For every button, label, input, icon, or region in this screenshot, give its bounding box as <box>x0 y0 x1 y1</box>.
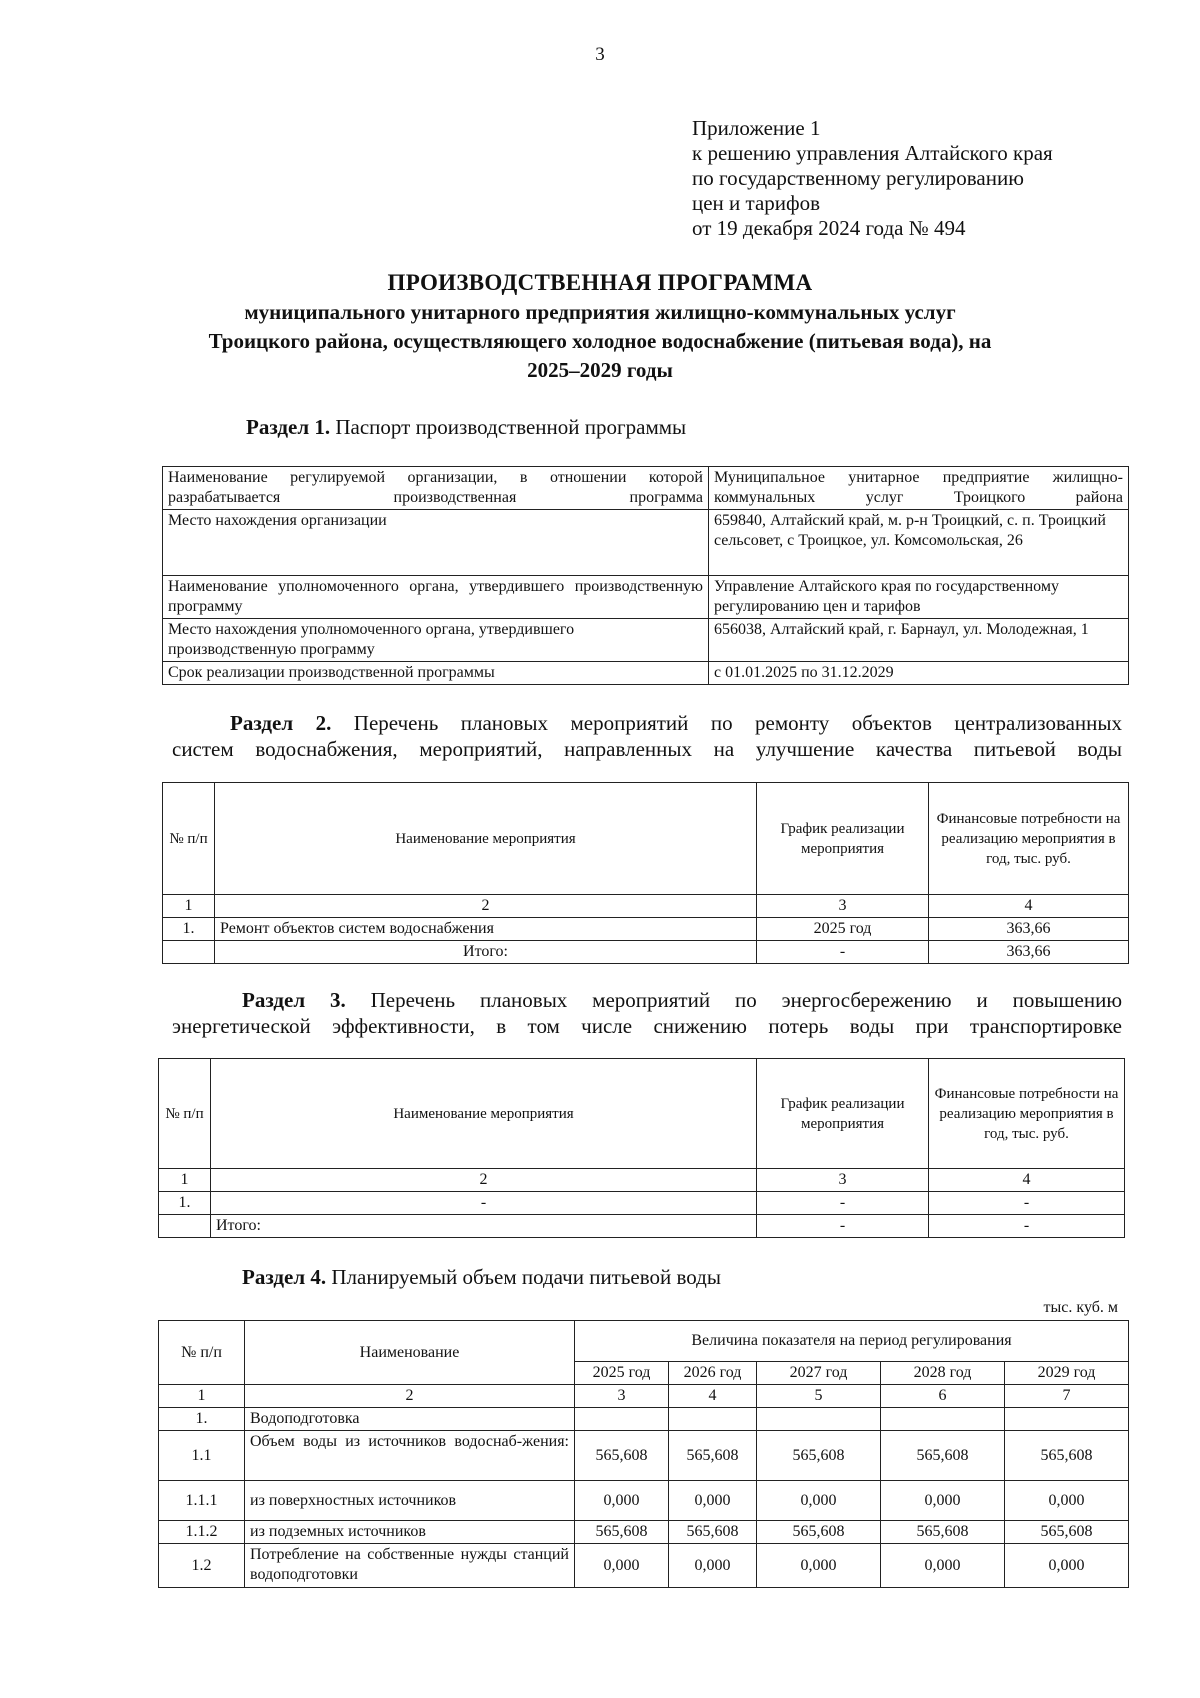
header-name: Наименование мероприятия <box>211 1059 757 1169</box>
passport-name: Место нахождения уполномоченного органа, утвердившего производственную программу <box>163 619 709 662</box>
row-num: 1. <box>159 1408 245 1431</box>
section2-heading <box>172 710 1122 762</box>
row-value: 565,608 <box>575 1431 669 1481</box>
row-name: Водоподготовка <box>245 1408 575 1431</box>
column-number: 4 <box>669 1385 757 1408</box>
section4-label: Раздел 4. <box>242 1265 327 1289</box>
row-value: 0,000 <box>1005 1481 1129 1521</box>
row-value: 0,000 <box>757 1544 881 1588</box>
appendix-block <box>692 116 1053 241</box>
section4-title: Планируемый объем подачи питьевой воды <box>331 1265 721 1289</box>
page-number: 3 <box>595 44 605 65</box>
table-row <box>163 619 1129 662</box>
unit-note: тыс. куб. м <box>1043 1299 1118 1316</box>
passport-value: Управление Алтайского края по государственному регулированию цен и тарифов <box>709 576 1129 619</box>
column-number: 3 <box>757 895 929 918</box>
total-schedule: - <box>757 1215 929 1238</box>
column-number: 2 <box>215 895 757 918</box>
header-year: 2027 год <box>757 1362 881 1385</box>
table-row <box>159 1192 1125 1215</box>
header-name: Наименование <box>245 1321 575 1385</box>
table-row <box>163 918 1129 941</box>
row-schedule: - <box>757 1192 929 1215</box>
row-value: 565,608 <box>1005 1521 1129 1544</box>
header-year: 2029 год <box>1005 1362 1129 1385</box>
section3-heading <box>172 987 1122 1039</box>
column-number: 1 <box>159 1385 245 1408</box>
section3-title-line2: энергетической эффективности, в том числе снижению потерь воды при транспортировке <box>172 1014 1122 1038</box>
table-row <box>159 1544 1129 1588</box>
header-amount: Финансовые потребности на реализацию мероприятия в год, тыс. руб. <box>929 1059 1125 1169</box>
section2-label: Раздел 2. <box>230 711 332 735</box>
column-number: 6 <box>881 1385 1005 1408</box>
header-period: Величина показателя на период регулирования <box>575 1321 1129 1362</box>
row-value: 0,000 <box>881 1481 1005 1521</box>
row-value <box>669 1408 757 1431</box>
section2-title-line1: Перечень плановых мероприятий по ремонту объектов централизованных <box>353 711 1122 735</box>
passport-value: 659840, Алтайский край, м. р-н Троицкий, с. п. Троицкий сельсовет, с Троицкое, ул. Комсомольская, 26 <box>709 510 1129 576</box>
header-year: 2025 год <box>575 1362 669 1385</box>
header-name: Наименование мероприятия <box>215 783 757 895</box>
row-value: 565,608 <box>669 1521 757 1544</box>
row-value <box>575 1408 669 1431</box>
row-name: из поверхностных источников <box>245 1481 575 1521</box>
section3-table <box>158 1058 1125 1238</box>
table-row <box>163 662 1129 685</box>
row-value: 565,608 <box>575 1521 669 1544</box>
column-number: 1 <box>159 1169 211 1192</box>
row-num: 1. <box>159 1192 211 1215</box>
row-amount: 363,66 <box>929 918 1129 941</box>
total-label: Итого: <box>215 941 757 964</box>
table-row <box>159 1408 1129 1431</box>
title-main: ПРОИЗВОДСТВЕННАЯ ПРОГРАММА <box>387 270 813 295</box>
table-row <box>159 1481 1129 1521</box>
table-numbers-row <box>159 1385 1129 1408</box>
table-row <box>163 576 1129 619</box>
table-row <box>159 1521 1129 1544</box>
table-total-row <box>159 1215 1125 1238</box>
row-value: 565,608 <box>881 1521 1005 1544</box>
empty-cell <box>163 941 215 964</box>
row-value: 0,000 <box>669 1481 757 1521</box>
row-name: Потребление на собственные нужды станций водоподготовки <box>245 1544 575 1588</box>
row-num: 1.1 <box>159 1431 245 1481</box>
section1-title: Паспорт производственной программы <box>335 415 687 439</box>
row-name: - <box>211 1192 757 1215</box>
row-num: 1.1.2 <box>159 1521 245 1544</box>
appendix-line: цен и тарифов <box>692 191 821 215</box>
table-header-row <box>159 1321 1129 1362</box>
column-number: 5 <box>757 1385 881 1408</box>
header-num: № п/п <box>163 783 215 895</box>
row-value <box>1005 1408 1129 1431</box>
column-number: 4 <box>929 895 1129 918</box>
row-value: 0,000 <box>575 1544 669 1588</box>
passport-name: Срок реализации производственной программы <box>163 662 709 685</box>
appendix-line: по государственному регулированию <box>692 166 1024 190</box>
passport-value: 656038, Алтайский край, г. Барнаул, ул. Молодежная, 1 <box>709 619 1129 662</box>
section2-heading-line1 <box>172 710 1122 736</box>
row-num: 1.1.1 <box>159 1481 245 1521</box>
table-header-row <box>163 783 1129 895</box>
row-num: 1. <box>163 918 215 941</box>
column-number: 3 <box>757 1169 929 1192</box>
row-value: 565,608 <box>669 1431 757 1481</box>
column-number: 7 <box>1005 1385 1129 1408</box>
passport-name: Наименование регулируемой организации, в отношении которой разрабатывается производственная программа <box>163 467 709 510</box>
table-numbers-row <box>159 1169 1125 1192</box>
column-number: 2 <box>245 1385 575 1408</box>
appendix-line: к решению управления Алтайского края <box>692 141 1053 165</box>
row-name: из подземных источников <box>245 1521 575 1544</box>
total-label: Итого: <box>211 1215 757 1238</box>
document-title <box>120 268 1080 385</box>
section2-title-line2: систем водоснабжения, мероприятий, направленных на улучшение качества питьевой воды <box>172 737 1122 761</box>
passport-name: Наименование уполномоченного органа, утвердившего производственную программу <box>163 576 709 619</box>
passport-table <box>162 466 1129 685</box>
section3-title-line1: Перечень плановых мероприятий по энергосбережению и повышению <box>370 988 1123 1012</box>
total-schedule: - <box>757 941 929 964</box>
column-number: 1 <box>163 895 215 918</box>
table-total-row <box>163 941 1129 964</box>
row-name: Ремонт объектов систем водоснабжения <box>215 918 757 941</box>
table-header-row <box>159 1059 1125 1169</box>
row-value <box>881 1408 1005 1431</box>
column-number: 2 <box>211 1169 757 1192</box>
row-num: 1.2 <box>159 1544 245 1588</box>
row-amount: - <box>929 1192 1125 1215</box>
header-schedule: График реализации мероприятия <box>757 783 929 895</box>
header-schedule: График реализации мероприятия <box>757 1059 929 1169</box>
column-number: 4 <box>929 1169 1125 1192</box>
header-year: 2026 год <box>669 1362 757 1385</box>
section4-table <box>158 1320 1129 1588</box>
table-numbers-row <box>163 895 1129 918</box>
table-row <box>163 510 1129 576</box>
header-year: 2028 год <box>881 1362 1005 1385</box>
table-row <box>163 467 1129 510</box>
row-value: 565,608 <box>757 1431 881 1481</box>
row-value <box>757 1408 881 1431</box>
title-line: муниципального унитарного предприятия жилищно-коммунальных услуг <box>244 300 956 324</box>
passport-value: Муниципальное унитарное предприятие жилищно-коммунальных услуг Троицкого района <box>709 467 1129 510</box>
header-num: № п/п <box>159 1059 211 1169</box>
total-amount: 363,66 <box>929 941 1129 964</box>
appendix-line: Приложение 1 <box>692 116 821 140</box>
title-line: 2025–2029 годы <box>527 358 673 382</box>
row-name: Объем воды из источников водоснаб-жения: <box>245 1431 575 1481</box>
appendix-line: от 19 декабря 2024 года № 494 <box>692 216 966 240</box>
row-value: 565,608 <box>757 1521 881 1544</box>
row-value: 565,608 <box>1005 1431 1129 1481</box>
row-value: 0,000 <box>1005 1544 1129 1588</box>
section2-table <box>162 782 1129 964</box>
row-value: 0,000 <box>881 1544 1005 1588</box>
empty-cell <box>159 1215 211 1238</box>
section4-heading <box>242 1264 721 1290</box>
row-value: 565,608 <box>881 1431 1005 1481</box>
passport-name: Место нахождения организации <box>163 510 709 576</box>
row-schedule: 2025 год <box>757 918 929 941</box>
row-value: 0,000 <box>757 1481 881 1521</box>
title-line: Троицкого района, осуществляющего холодное водоснабжение (питьевая вода), на <box>208 329 992 353</box>
header-num: № п/п <box>159 1321 245 1385</box>
section1-heading <box>246 414 686 440</box>
row-value: 0,000 <box>575 1481 669 1521</box>
table-row <box>159 1431 1129 1481</box>
row-value: 0,000 <box>669 1544 757 1588</box>
total-amount: - <box>929 1215 1125 1238</box>
section1-label: Раздел 1. <box>246 415 331 439</box>
column-number: 3 <box>575 1385 669 1408</box>
passport-value: с 01.01.2025 по 31.12.2029 <box>709 662 1129 685</box>
header-amount: Финансовые потребности на реализацию мероприятия в год, тыс. руб. <box>929 783 1129 895</box>
section3-label: Раздел 3. <box>242 988 346 1012</box>
section3-heading-line1 <box>172 987 1122 1013</box>
